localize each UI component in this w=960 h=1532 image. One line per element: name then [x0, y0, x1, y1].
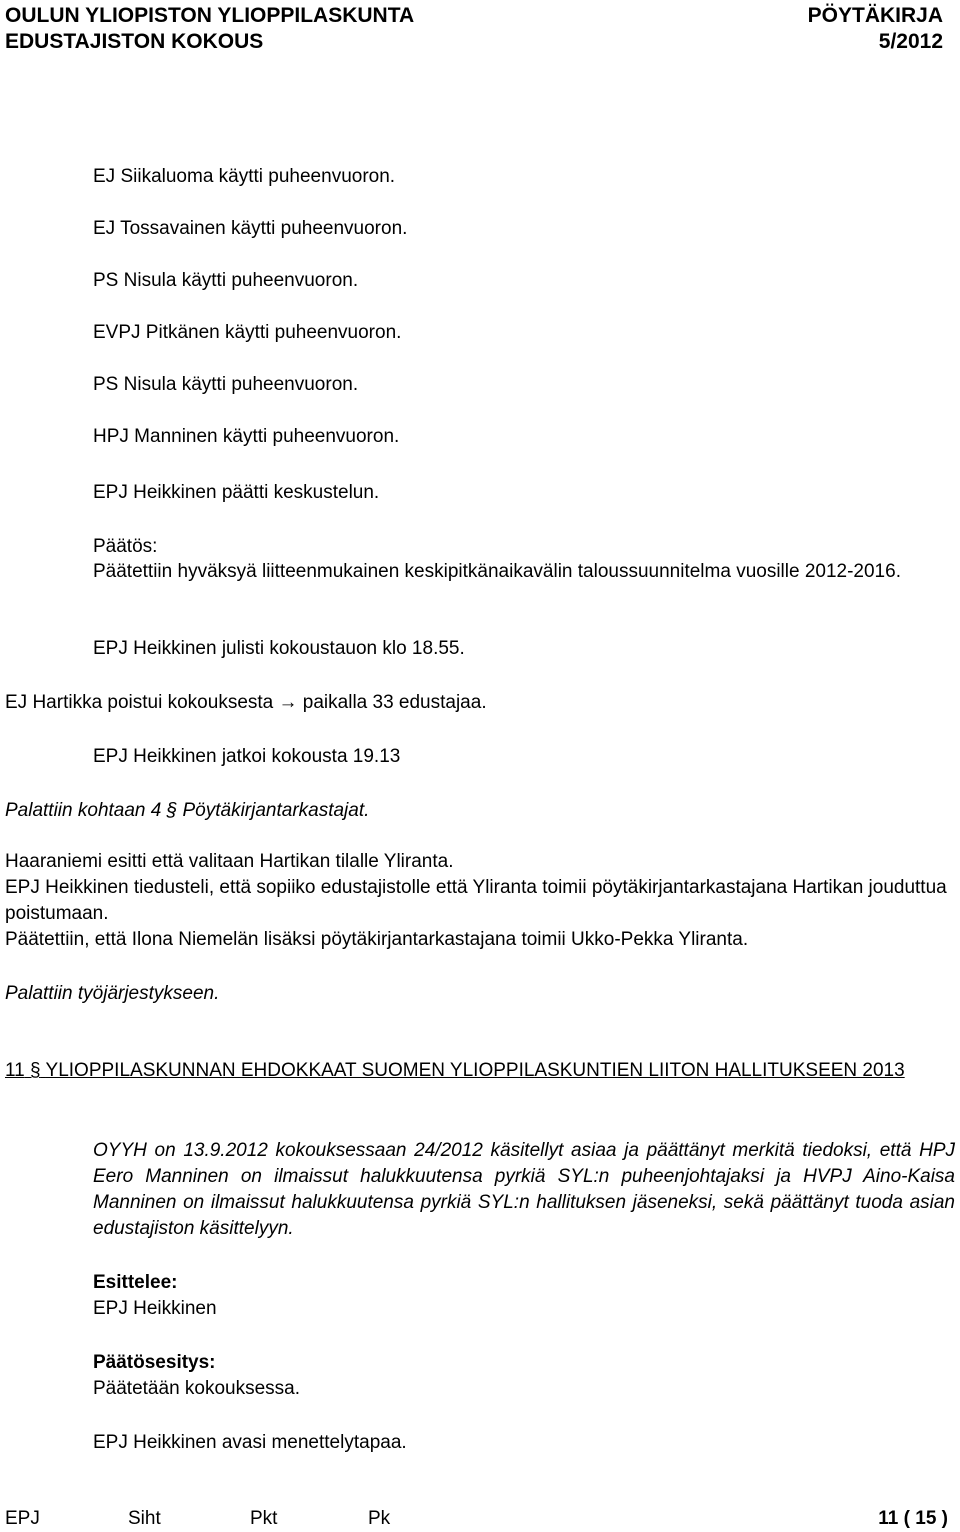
footer-epj: EPJ [5, 1508, 40, 1529]
section-sign: § [166, 800, 178, 821]
decision-label: Päätös: [93, 536, 158, 557]
arrow-right-icon: → [278, 692, 298, 713]
document-type: PÖYTÄKIRJA [807, 4, 943, 27]
oyyh-paragraph: OYYH on 13.9.2012 kokouksessaan 24/2012 käsitellyt asiaa ja päättänyt merkitä tiedoksi, että HPJ Eero Manninen on ilmaissut halukkuutensa pyrkiä SYL:n puheenjohtajaksi ja HVPJ Aino-Kaisa Manninen on ilmaissut halukkuutensa pyrkiä SYL:n hallituksen jäseneksi, sekä päättänyt tuoda asian edustajiston käsittelyyn. [93, 1140, 955, 1239]
speaker-line: EVPJ Pitkänen käytti puheenvuoron. [93, 322, 402, 343]
decision-text: Päätettiin hyväksyä liitteenmukainen keskipitkänaikavälin taloussuunnitelma vuosille 2012-2016. [93, 561, 901, 582]
resume-note: EPJ Heikkinen jatkoi kokousta 19.13 [93, 746, 401, 767]
org-name: OULUN YLIOPISTON YLIOPPILASKUNTA [5, 4, 415, 27]
speaker-line: EJ Siikaluoma käytti puheenvuoron. [93, 166, 396, 187]
section-11-heading [5, 1058, 953, 1084]
procedure-note: EPJ Heikkinen avasi menettelytapaa. [93, 1432, 407, 1453]
heikkinen-question: EPJ Heikkinen tiedusteli, että sopiiko edustajistolle että Yliranta toimii pöytäkirjantarkastajana Hartikan jouduttua poistumaan. [5, 877, 947, 924]
proposal-label: Päätösesitys: [93, 1352, 216, 1373]
page-number: 11 ( 15 ) [878, 1508, 948, 1529]
document-number: 5/2012 [878, 30, 943, 53]
discussion-closed: EPJ Heikkinen päätti keskustelun. [93, 482, 380, 503]
speaker-line: HPJ Manninen käytti puheenvuoron. [93, 426, 400, 447]
return-to-item-4: Palattiin kohtaan 4 § Pöytäkirjantarkastajat. [5, 800, 370, 821]
speaker-line: EJ Tossavainen käytti puheenvuoron. [93, 218, 408, 239]
speaker-line: PS Nisula käytti puheenvuoron. [93, 270, 359, 291]
checker-decision: Päätettiin, että Ilona Niemelän lisäksi pöytäkirjantarkastajana toimii Ukko-Pekka Yliranta. [5, 929, 749, 950]
footer-pk: Pk [368, 1508, 391, 1529]
return-to-agenda: Palattiin työjärjestykseen. [5, 983, 220, 1004]
presenter-label: Esittelee: [93, 1272, 178, 1293]
meeting-name: EDUSTAJISTON KOKOUS [5, 30, 264, 53]
section-number: 11 [5, 1060, 25, 1081]
footer-siht: Siht [128, 1508, 161, 1529]
presenter-name: EPJ Heikkinen [93, 1298, 217, 1319]
haaraniemi-proposal: Haaraniemi esitti että valitaan Hartikan tilalle Yliranta. [5, 851, 454, 872]
proposal-text: Päätetään kokouksessa. [93, 1378, 301, 1399]
footer-pkt: Pkt [250, 1508, 278, 1529]
hartikka-note: EJ Hartikka poistui kokouksesta → paikalla 33 edustajaa. [5, 692, 487, 713]
speaker-line: PS Nisula käytti puheenvuoron. [93, 374, 359, 395]
section-title: YLIOPPILASKUNNAN EHDOKKAAT SUOMEN YLIOPPILASKUNTIEN LIITON HALLITUKSEEN 2013 [45, 1060, 905, 1081]
break-note: EPJ Heikkinen julisti kokoustauon klo 18.55. [93, 638, 465, 659]
section-sign: § [30, 1060, 41, 1081]
